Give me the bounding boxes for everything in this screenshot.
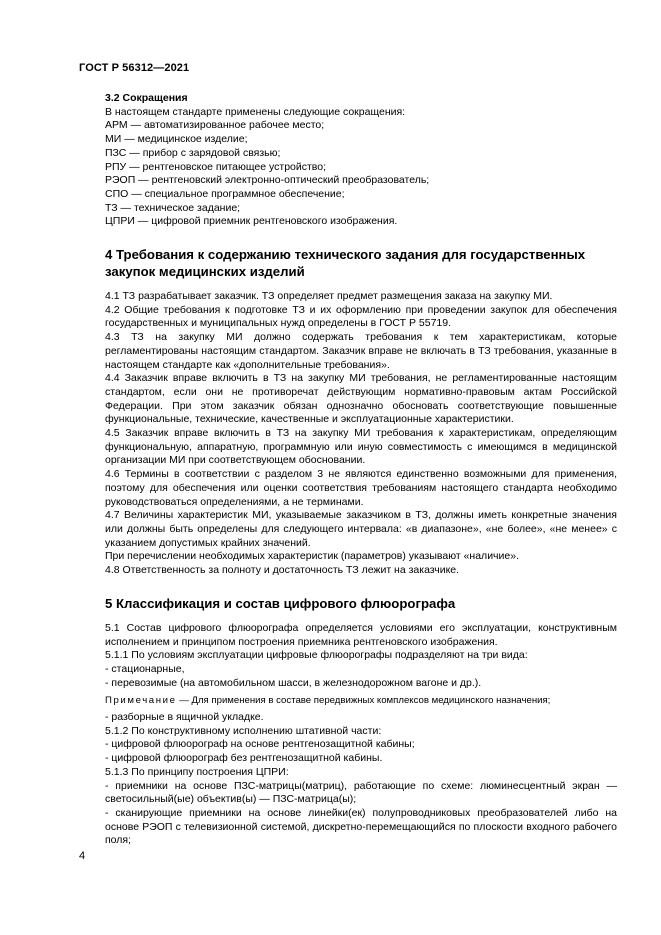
list-item: - перевозимые (на автомобильном шасси, в железнодорожном вагоне и др.). xyxy=(105,676,482,689)
paragraph-4-6: 4.6 Термины в соответствии с разделом 3 не являются единственно возможными для применения, поэтому для обеспечения или оценки соответствия требованиям настоящего стандарта необходимо руководствоваться определениями, а не терминами. xyxy=(105,468,617,508)
paragraph-5-1-3: 5.1.3 По принципу построения ЦПРИ: xyxy=(105,765,289,778)
section-4-title xyxy=(105,246,617,280)
list-item: - приемники на основе ПЗС-матрицы(матриц), работающие по схеме: люминесцентный экран — светосильный(ые) объектив(ы) — ПЗС-матрица(ы); xyxy=(105,779,617,806)
section-3-2-title: 3.2 Сокращения xyxy=(105,92,188,104)
abbreviation-list xyxy=(105,119,617,229)
section-3-2-intro: В настоящем стандарте применены следующие сокращения: xyxy=(105,105,406,118)
paragraph-4-1: 4.1 ТЗ разрабатывает заказчик. ТЗ определяет предмет размещения заказа на закупку МИ. xyxy=(105,290,553,303)
page-content xyxy=(105,92,617,848)
abbreviation-item: РПУ — рентгеновское питающее устройство; xyxy=(105,160,327,173)
section-4-title-line2: закупок медицинских изделий xyxy=(105,264,305,280)
section-5-title: 5 Классификация и состав цифрового флюорографа xyxy=(105,595,456,611)
paragraph-5-1-2: 5.1.2 По конструктивному исполнению штативной части: xyxy=(105,724,382,737)
paragraph-4-8: 4.8 Ответственность за полноту и достаточность ТЗ лежит на заказчике. xyxy=(105,564,460,577)
list-item: - сканирующие приемники на основе линейки(ек) полупроводниковых преобразователей либо на основе РЭОП с телевизионной системой, дискретно-перемещающийся по плоскости входного рабочего поля; xyxy=(105,806,617,847)
note-text: — Для применения в составе передвижных комплексов медицинского назначения; xyxy=(179,695,551,707)
standard-header: ГОСТ Р 56312—2021 xyxy=(79,62,190,74)
abbreviation-item: СПО — специальное программное обеспечение; xyxy=(105,187,345,200)
paragraph-4-7: 4.7 Величины характеристик МИ, указываемые заказчиком в ТЗ, должны иметь конкретные значения или должны быть определены для следующего интервала: «в диапазоне», «не более», «не менее» с указанием допустимых крайних значений. xyxy=(105,509,617,549)
paragraph-4-2: 4.2 Общие требования к подготовке ТЗ и их оформлению при проведении закупок для обеспечения государственных и муниципальных нужд определены в ГОСТ Р 55719. xyxy=(105,303,617,330)
abbreviation-item: РЭОП — рентгеновский электронно-оптический преобразователь; xyxy=(105,174,430,187)
paragraph-4-3: 4.3 ТЗ на закупку МИ должно содержать требования к тем характеристикам, которые регламентированы настоящим стандартом. Заказчик вправе не включать в ТЗ требования, указанные в настоящем стандарте как «дополнительные требования». xyxy=(105,331,617,371)
abbreviation-item: ПЗС — прибор с зарядовой связью; xyxy=(105,146,281,159)
paragraph-4-5: 4.5 Заказчик вправе включить в ТЗ на закупку МИ требования к характеристикам, определяющим функциональную, аппаратную, программную или иную совместимость с имеющимся в медицинской организации МИ при соответствующем обосновании. xyxy=(105,427,617,467)
paragraph-4-7-note: При перечислении необходимых характеристик (параметров) указывают «наличие». xyxy=(105,550,519,563)
abbreviation-item: ЦПРИ — цифровой приемник рентгеновского изображения. xyxy=(105,215,398,228)
paragraph-4-4: 4.4 Заказчик вправе включить в ТЗ на закупку МИ требования, не регламентированные настоящим стандартом, если они не противоречат действующим нормативно-правовым актам Российской Федерации. При этом заказчик обязан однозначно обосновать соответствующие повышенные функциональные, технические, качественные и эксплуатационные характеристики. xyxy=(105,372,617,426)
paragraph-5-1-1: 5.1.1 По условиям эксплуатации цифровые флюорографы подразделяют на три вида: xyxy=(105,649,528,662)
abbreviation-item: МИ — медицинское изделие; xyxy=(105,133,248,146)
note xyxy=(105,694,617,708)
list-item: - стационарные, xyxy=(105,662,185,675)
page-number: 4 xyxy=(79,850,86,862)
paragraph-5-1: 5.1 Состав цифрового флюорографа определяется условиями его эксплуатации, конструктивным исполнением и принципом построения приемника рентгеновского изображения. xyxy=(105,621,617,648)
abbreviation-item: ТЗ — техническое задание; xyxy=(105,201,241,214)
section-4-title-line1: 4 Требования к содержанию технического задания для государственных xyxy=(105,247,586,263)
list-item: - разборные в ящичной укладке. xyxy=(105,711,264,724)
abbreviation-item: АРМ — автоматизированное рабочее место; xyxy=(105,119,325,132)
list-item: - цифровой флюорограф на основе рентгенозащитной кабины; xyxy=(105,738,415,751)
note-label: Примечание xyxy=(105,695,177,707)
list-item: - цифровой флюорограф без рентгенозащитной кабины. xyxy=(105,752,383,765)
